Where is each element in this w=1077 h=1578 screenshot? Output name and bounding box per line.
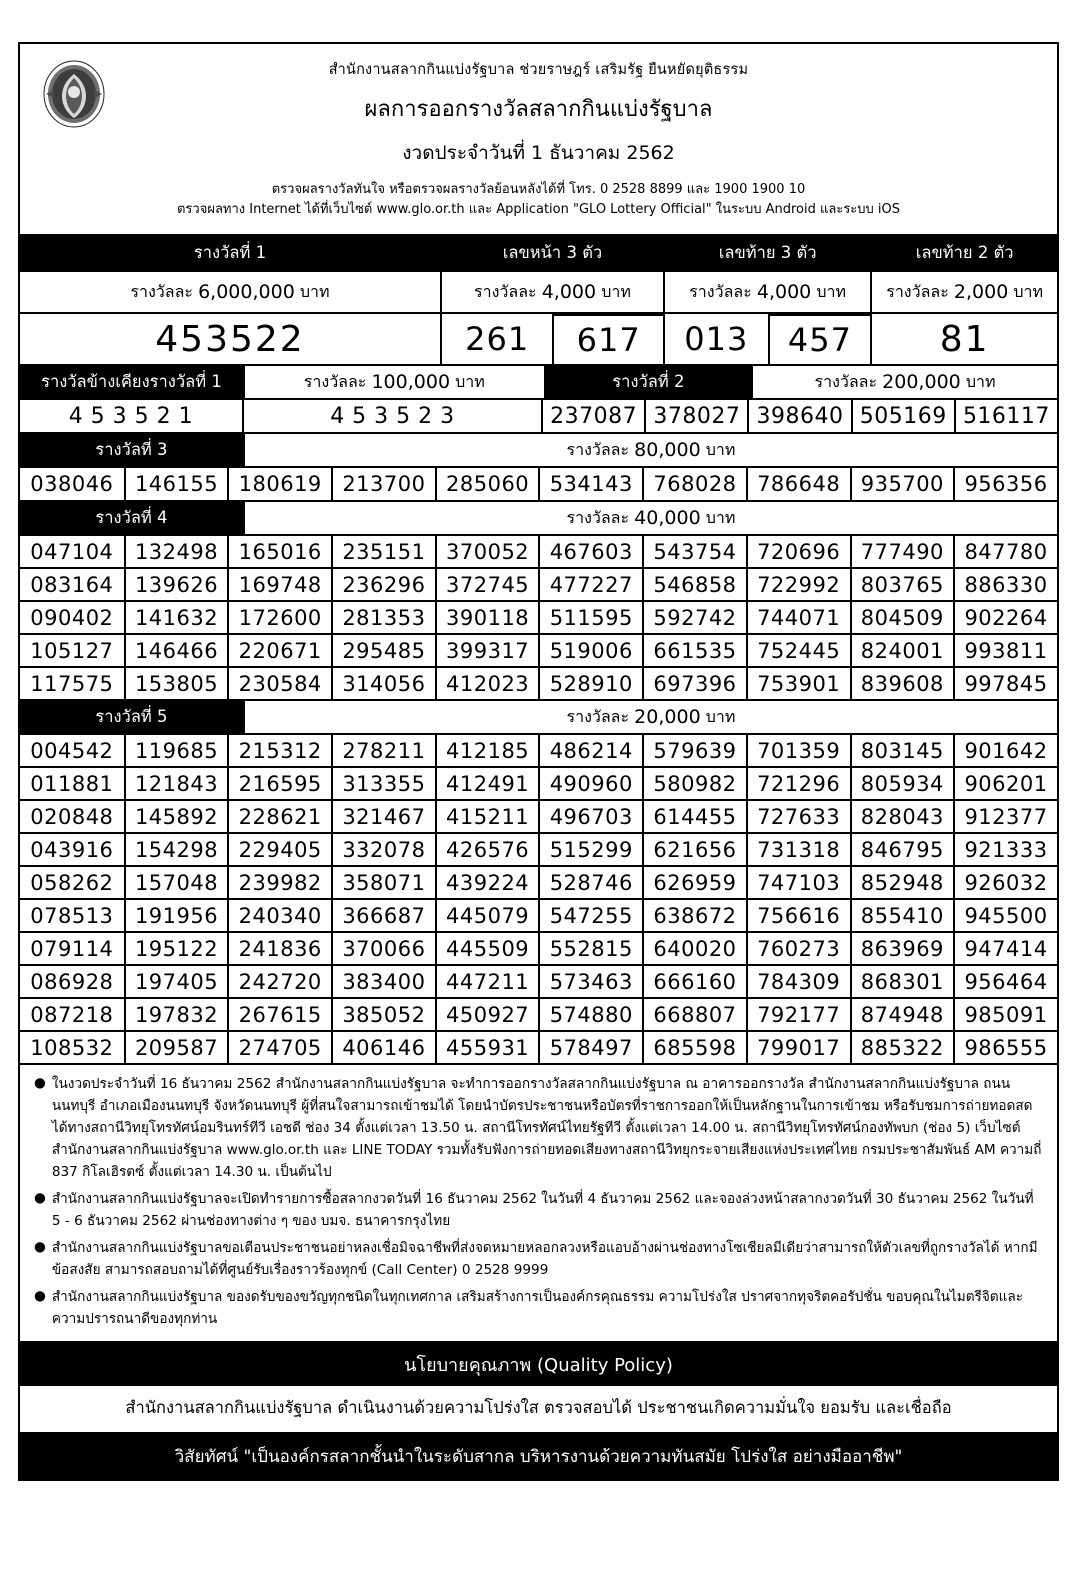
note-item (34, 1286, 1043, 1330)
fifth-prize-number: 455931 (435, 1030, 539, 1063)
fourth-prize-number: 083164 (20, 567, 124, 600)
note-text: สำนักงานสลากกินแบ่งรัฐบาลจะเปิดทำรายการซื้อสลากงวดวันที่ 16 ธันวาคม 2562 ในวันที่ 4 ธันวาคม 2562 และจองล่วงหน้าสลากงวดวันที่ 30 ธันวาคม 2562 ในวันที่ 5 - 6 ธันวาคม 2562 ผ่านช่องทางต่าง ๆ ของ บมจ. ธนาคารกรุงไทย (51, 1191, 1034, 1230)
table-row (20, 931, 1057, 964)
fifth-prize-number: 580982 (642, 766, 746, 799)
fourth-prize-number: 528910 (538, 666, 642, 699)
fifth-prize-number: 241836 (227, 931, 331, 964)
fifth-prize-number: 906201 (953, 766, 1057, 799)
fifth-prize-number: 956464 (953, 964, 1057, 997)
fourth-prize-number: 220671 (227, 633, 331, 666)
third-prize-label: รางวัลที่ 3 (20, 432, 243, 466)
fourth-prize-number: 281353 (331, 600, 435, 633)
garuda-emblem-icon (40, 58, 108, 130)
third-prize-header-row (20, 432, 1057, 466)
fourth-prize-amount (243, 500, 1057, 534)
table-row (20, 997, 1057, 1030)
fifth-prize-number: 721296 (746, 766, 850, 799)
note-text: ในงวดประจำวันที่ 16 ธันวาคม 2562 สำนักงานสลากกินแบ่งรัฐบาล จะทำการออกรางวัลสลากกินแบ่งรัฐบาล ณ อาคารออกรางวัล สำนักงานสลากกินแบ่งรัฐบาล ถนนนนทบุรี อำเภอเมืองนนทบุรี จังหวัดนนทบุรี ผู้ที่สนใจสามารถเข้าชมได้ โดยนำบัตรประชาชนหรือบัตรที่ราชการออกให้เป็นหลักฐานในการเข้าชม หรือรับชมการถ่ายทอดสดได้ทางสถานีวิทยุโทรทัศน์อมรินทร์ทีวี เอชดี ช่อง 34 ตั้งแต่เวลา 13.50 น. สถานีโทรทัศน์ไทยรัฐทีวี ตั้งแต่เวลา 14.00 น. สถานีวิทยุโทรทัศน์กองทัพบก (ช่อง 5) เว็บไซต์สำนักงานสลากกินแบ่งรัฐบาล www.glo.or.th และ LINE TODAY รวมทั้งรับฟังการถ่ายทอดเสียงทางสถานีวิทยุกระจายเสียงแห่งประเทศไทย กรมประชาสัมพันธ์ AM ความถี่ 837 กิโลเฮิรตซ์ ตั้งแต่เวลา 14.30 น. เป็นต้นไป (51, 1076, 1042, 1181)
third-prize-number: 786648 (746, 466, 850, 500)
third-prize-amount (243, 432, 1057, 466)
fifth-prize-number: 145892 (124, 799, 228, 832)
fourth-prize-number: 824001 (850, 633, 954, 666)
fifth-prize-number: 863969 (850, 931, 954, 964)
table-row (20, 898, 1057, 931)
amount-unit: บาท (601, 281, 631, 301)
third-prize-number: 146155 (124, 466, 228, 500)
fifth-prize-number: 240340 (227, 898, 331, 931)
fourth-prize-number: 146466 (124, 633, 228, 666)
fifth-prize-number: 239982 (227, 865, 331, 898)
amount-value: 20,000 (634, 706, 701, 729)
fifth-prize-number: 278211 (331, 733, 435, 766)
fifth-prize-number: 274705 (227, 1030, 331, 1063)
band1-number-row (20, 312, 1057, 364)
fourth-prize-number: 370052 (435, 534, 539, 567)
fifth-prize-number: 004542 (20, 733, 124, 766)
back2-label: เลขท้าย 2 ตัว (870, 234, 1057, 270)
first-prize-amount (20, 270, 440, 312)
draw-date: งวดประจำวันที่ 1 ธันวาคม 2562 (402, 142, 675, 164)
amount-unit: บาท (1013, 281, 1044, 301)
table-row (20, 766, 1057, 799)
front3-amount (440, 270, 663, 312)
amount-unit: บาท (705, 706, 736, 726)
fifth-prize-number: 020848 (20, 799, 124, 832)
amount-value: 4,000 (541, 281, 597, 304)
fourth-prize-number: 519006 (538, 633, 642, 666)
first-prize-number: 453522 (20, 312, 440, 364)
fourth-prize-number: 997845 (953, 666, 1057, 699)
fourth-prize-number: 172600 (227, 600, 331, 633)
fourth-prize-number: 169748 (227, 567, 331, 600)
fifth-prize-number: 621656 (642, 832, 746, 865)
third-prize-number: 213700 (331, 466, 435, 500)
fifth-prize-number: 321467 (331, 799, 435, 832)
third-prize-number: 534143 (538, 466, 642, 500)
fifth-prize-number: 426576 (435, 832, 539, 865)
back2-number: 81 (870, 312, 1057, 364)
fifth-prize-number: 108532 (20, 1030, 124, 1063)
fourth-prize-number: 236296 (331, 567, 435, 600)
fourth-prize-number: 139626 (124, 567, 228, 600)
amount-unit: บาท (705, 439, 736, 459)
fourth-prize-number: 752445 (746, 633, 850, 666)
fifth-prize-number: 209587 (124, 1030, 228, 1063)
front3-number: 617 (552, 314, 662, 364)
fourth-prize-number: 744071 (746, 600, 850, 633)
amount-value: 6,000,000 (198, 281, 295, 304)
table-row (20, 799, 1057, 832)
fifth-prize-number: 332078 (331, 832, 435, 865)
fifth-prize-number: 383400 (331, 964, 435, 997)
table-row (20, 534, 1057, 567)
fourth-prize-number: 804509 (850, 600, 954, 633)
fifth-prize-number: 528746 (538, 865, 642, 898)
band2-number-row (20, 398, 1057, 432)
table-row (20, 964, 1057, 997)
fifth-prize-number: 784309 (746, 964, 850, 997)
fifth-prize-number: 668807 (642, 997, 746, 1030)
fourth-prize-number: 047104 (20, 534, 124, 567)
fifth-prize-number: 614455 (642, 799, 746, 832)
contact-info (20, 180, 1057, 228)
fourth-prize-number: 477227 (538, 567, 642, 600)
fourth-prize-header-row (20, 500, 1057, 534)
table-row (20, 733, 1057, 766)
fifth-prize-number: 760273 (746, 931, 850, 964)
fourth-prize-number: 839608 (850, 666, 954, 699)
fourth-prize-number: 165016 (227, 534, 331, 567)
fifth-prize-number: 195122 (124, 931, 228, 964)
back3-number: 457 (768, 314, 871, 364)
amount-prefix: รางวัลละ (689, 281, 752, 301)
fifth-prize-number: 490960 (538, 766, 642, 799)
amount-prefix: รางวัลละ (814, 371, 878, 391)
fourth-prize-number: 511595 (538, 600, 642, 633)
fifth-prize-number: 087218 (20, 997, 124, 1030)
fourth-prize-number: 886330 (953, 567, 1057, 600)
fifth-prize-number: 086928 (20, 964, 124, 997)
amount-value: 80,000 (634, 439, 701, 462)
third-prize-number: 180619 (227, 466, 331, 500)
bullet-icon: ● (34, 1075, 46, 1092)
near-first-prize-amount (243, 364, 544, 398)
second-prize-number: 516117 (954, 398, 1057, 432)
fifth-prize-number: 547255 (538, 898, 642, 931)
amount-unit: บาท (965, 371, 996, 391)
second-prize-number: 505169 (851, 398, 954, 432)
band2-header-row (20, 364, 1057, 398)
note-item (34, 1237, 1043, 1281)
announcement-notes (20, 1063, 1057, 1341)
fifth-prize-number: 945500 (953, 898, 1057, 931)
second-prize-number: 378027 (644, 398, 747, 432)
quality-policy-title: นโยบายคุณภาพ (Quality Policy) (20, 1341, 1057, 1386)
fifth-prize-number: 406146 (331, 1030, 435, 1063)
fourth-prize-number: 722992 (746, 567, 850, 600)
fourth-prize-number: 697396 (642, 666, 746, 699)
fifth-prize-number: 229405 (227, 832, 331, 865)
vision-statement: วิสัยทัศน์ "เป็นองค์กรสลากชั้นนำในระดับสากล บริหารงานด้วยความทันสมัย โปร่งใส อย่างมืออาชีพ" (20, 1432, 1057, 1479)
fourth-prize-number: 090402 (20, 600, 124, 633)
fifth-prize-number: 496703 (538, 799, 642, 832)
fifth-prize-number: 626959 (642, 865, 746, 898)
fourth-prize-number: 777490 (850, 534, 954, 567)
fifth-prize-number: 121843 (124, 766, 228, 799)
fourth-prize-number: 803765 (850, 567, 954, 600)
amount-unit: บาท (705, 507, 736, 527)
fourth-prize-number: 390118 (435, 600, 539, 633)
fifth-prize-number: 078513 (20, 898, 124, 931)
fifth-prize-number: 685598 (642, 1030, 746, 1063)
amount-unit: บาท (455, 371, 485, 391)
fifth-prize-number: 852948 (850, 865, 954, 898)
front3-number: 261 (465, 320, 530, 359)
fourth-prize-number: 230584 (227, 666, 331, 699)
fifth-prize-number: 197405 (124, 964, 228, 997)
fifth-prize-number: 805934 (850, 766, 954, 799)
amount-value: 200,000 (882, 371, 961, 394)
band1-amount-row (20, 270, 1057, 312)
fifth-prize-number: 215312 (227, 733, 331, 766)
fourth-prize-number: 314056 (331, 666, 435, 699)
back2-amount (870, 270, 1057, 312)
amount-value: 100,000 (371, 371, 451, 394)
fifth-prize-grid (20, 733, 1057, 1063)
fifth-prize-number: 197832 (124, 997, 228, 1030)
fifth-prize-number: 366687 (331, 898, 435, 931)
fourth-prize-number: 661535 (642, 633, 746, 666)
fourth-prize-number: 592742 (642, 600, 746, 633)
fifth-prize-number: 947414 (953, 931, 1057, 964)
fourth-prize-number: 467603 (538, 534, 642, 567)
amount-unit: บาท (816, 281, 847, 301)
second-prize-amount (751, 364, 1057, 398)
fifth-prize-number: 216595 (227, 766, 331, 799)
fifth-prize-number: 385052 (331, 997, 435, 1030)
lottery-result-sheet (18, 42, 1059, 1481)
fifth-prize-number: 412491 (435, 766, 539, 799)
fourth-prize-number: 993811 (953, 633, 1057, 666)
fifth-prize-number: 756616 (746, 898, 850, 931)
note-text: สำนักงานสลากกินแบ่งรัฐบาล ของดรับของขวัญทุกชนิดในทุกเทศกาล เสริมสร้างการเป็นองค์กรคุณธรรม ความโปร่งใส ปราศจากทุจริตคอรัปชั่น ขอบคุณในไมตรีจิตและความปรารถนาดีของทุกท่าน (51, 1289, 1024, 1328)
fourth-prize-grid (20, 534, 1057, 699)
fifth-prize-number: 412185 (435, 733, 539, 766)
fifth-prize-number: 901642 (953, 733, 1057, 766)
amount-prefix: รางวัลละ (303, 371, 367, 391)
quality-policy-text: สำนักงานสลากกินแบ่งรัฐบาล ดำเนินงานด้วยความโปร่งใส ตรวจสอบได้ ประชาชนเกิดความมั่นใจ ยอมรับ และเชื่อถือ (125, 1398, 952, 1418)
second-prize-number: 237087 (541, 398, 644, 432)
table-row (20, 633, 1057, 666)
second-prize-number: 398640 (747, 398, 850, 432)
back3-label: เลขท้าย 3 ตัว (663, 234, 870, 270)
fourth-prize-number: 235151 (331, 534, 435, 567)
fifth-prize-number: 828043 (850, 799, 954, 832)
table-row (20, 1030, 1057, 1063)
front3-label: เลขหน้า 3 ตัว (440, 234, 663, 270)
fifth-prize-number: 058262 (20, 865, 124, 898)
third-prize-number: 935700 (850, 466, 954, 500)
fifth-prize-number: 313355 (331, 766, 435, 799)
fifth-prize-number: 727633 (746, 799, 850, 832)
third-prize-number-row (20, 466, 1057, 500)
near-first-prize-label: รางวัลข้างเคียงรางวัลที่ 1 (20, 364, 243, 398)
fifth-prize-number: 912377 (953, 799, 1057, 832)
table-row (20, 600, 1057, 633)
note-text: สำนักงานสลากกินแบ่งรัฐบาลขอเตือนประชาชนอย่าหลงเชื่อมิจฉาชีพที่ส่งจดหมายหลอกลวงหรือแอบอ้างผ่านช่องทางโซเชียลมีเดียว่าสามารถให้ตัวเลขที่ถูกรางวัลได้ หากมีข้อสงสัย สามารถสอบถามได้ที่ศูนย์รับเรื่องราวร้องทุกข์ (Call Center) 0 2528 9999 (51, 1240, 1038, 1279)
fourth-prize-number: 295485 (331, 633, 435, 666)
note-item (34, 1188, 1043, 1232)
contact-internet-line: ตรวจผลทาง Internet ได้ที่เว็บไซต์ www.glo.or.th และ Application "GLO Lottery Official" ในระบบ Android และระบบ iOS (176, 202, 901, 218)
amount-value: 2,000 (953, 281, 1009, 304)
fifth-prize-number: 640020 (642, 931, 746, 964)
fifth-prize-number: 885322 (850, 1030, 954, 1063)
fifth-prize-number: 439224 (435, 865, 539, 898)
fifth-prize-number: 358071 (331, 865, 435, 898)
third-prize-number: 768028 (642, 466, 746, 500)
fourth-prize-number: 902264 (953, 600, 1057, 633)
fourth-prize-number: 153805 (124, 666, 228, 699)
band1-header-row (20, 234, 1057, 270)
amount-prefix: รางวัลละ (566, 706, 630, 726)
fifth-prize-number: 747103 (746, 865, 850, 898)
near-first-prize-number: 4 5 3 5 2 3 (242, 398, 541, 432)
fifth-prize-number: 579639 (642, 733, 746, 766)
document-header (20, 44, 1057, 234)
fifth-prize-number: 855410 (850, 898, 954, 931)
fifth-prize-number: 799017 (746, 1030, 850, 1063)
fifth-prize-number: 846795 (850, 832, 954, 865)
page-title: ผลการออกรางวัลสลากกินแบ่งรัฐบาล (364, 97, 713, 122)
fourth-prize-number: 132498 (124, 534, 228, 567)
fourth-prize-number: 847780 (953, 534, 1057, 567)
fifth-prize-number: 552815 (538, 931, 642, 964)
fifth-prize-number: 370066 (331, 931, 435, 964)
agency-slogan: สำนักงานสลากกินแบ่งรัฐบาล ช่วยราษฎร์ เสริมรัฐ ยืนหยัดยุติธรรม (328, 62, 749, 78)
fourth-prize-number: 141632 (124, 600, 228, 633)
amount-value: 40,000 (634, 507, 701, 530)
fifth-prize-number: 921333 (953, 832, 1057, 865)
third-prize-number: 285060 (435, 466, 539, 500)
fifth-prize-number: 574880 (538, 997, 642, 1030)
fifth-prize-number: 079114 (20, 931, 124, 964)
table-row (20, 666, 1057, 699)
fifth-prize-number: 415211 (435, 799, 539, 832)
fourth-prize-number: 412023 (435, 666, 539, 699)
fifth-prize-number: 228621 (227, 799, 331, 832)
back3-amount (663, 270, 870, 312)
fifth-prize-number: 242720 (227, 964, 331, 997)
fifth-prize-label: รางวัลที่ 5 (20, 699, 243, 733)
fourth-prize-label: รางวัลที่ 4 (20, 500, 243, 534)
contact-phone-line: ตรวจผลรางวัลทันใจ หรือตรวจผลรางวัลย้อนหลังได้ที่ โทร. 0 2528 8899 และ 1900 1900 10 (271, 182, 806, 197)
third-prize-number: 956356 (953, 466, 1057, 500)
fifth-prize-number: 926032 (953, 865, 1057, 898)
fourth-prize-number: 543754 (642, 534, 746, 567)
bullet-icon: ● (34, 1190, 46, 1207)
fifth-prize-number: 267615 (227, 997, 331, 1030)
fourth-prize-number: 753901 (746, 666, 850, 699)
first-prize-label: รางวัลที่ 1 (20, 234, 440, 270)
bullet-icon: ● (34, 1288, 46, 1305)
fifth-prize-number: 868301 (850, 964, 954, 997)
fifth-prize-number: 573463 (538, 964, 642, 997)
fifth-prize-number: 445079 (435, 898, 539, 931)
fifth-prize-number: 043916 (20, 832, 124, 865)
fifth-prize-number: 157048 (124, 865, 228, 898)
bullet-icon: ● (34, 1239, 46, 1256)
amount-prefix: รางวัลละ (886, 281, 949, 301)
near-first-prize-number: 4 5 3 5 2 1 (20, 398, 242, 432)
fifth-prize-header-row (20, 699, 1057, 733)
table-row (20, 567, 1057, 600)
fifth-prize-number: 154298 (124, 832, 228, 865)
fourth-prize-number: 372745 (435, 567, 539, 600)
fifth-prize-number: 515299 (538, 832, 642, 865)
fifth-prize-number: 701359 (746, 733, 850, 766)
fifth-prize-number: 011881 (20, 766, 124, 799)
fifth-prize-amount (243, 699, 1057, 733)
fourth-prize-number: 399317 (435, 633, 539, 666)
fifth-prize-number: 986555 (953, 1030, 1057, 1063)
back3-number: 013 (684, 320, 749, 359)
fourth-prize-number: 105127 (20, 633, 124, 666)
fifth-prize-number: 792177 (746, 997, 850, 1030)
fifth-prize-number: 985091 (953, 997, 1057, 1030)
fifth-prize-number: 486214 (538, 733, 642, 766)
second-prize-label: รางวัลที่ 2 (544, 364, 751, 398)
fourth-prize-number: 546858 (642, 567, 746, 600)
note-item (34, 1073, 1043, 1183)
fifth-prize-number: 578497 (538, 1030, 642, 1063)
fifth-prize-number: 803145 (850, 733, 954, 766)
fourth-prize-number: 720696 (746, 534, 850, 567)
fifth-prize-number: 874948 (850, 997, 954, 1030)
fourth-prize-number: 117575 (20, 666, 124, 699)
fifth-prize-number: 731318 (746, 832, 850, 865)
third-prize-number: 038046 (20, 466, 124, 500)
table-row (20, 832, 1057, 865)
fifth-prize-number: 450927 (435, 997, 539, 1030)
amount-prefix: รางวัลละ (474, 281, 537, 301)
fifth-prize-number: 119685 (124, 733, 228, 766)
amount-prefix: รางวัลละ (566, 439, 630, 459)
fifth-prize-number: 638672 (642, 898, 746, 931)
amount-prefix: รางวัลละ (130, 281, 193, 301)
amount-value: 4,000 (756, 281, 812, 304)
fifth-prize-number: 666160 (642, 964, 746, 997)
amount-prefix: รางวัลละ (566, 507, 630, 527)
amount-unit: บาท (299, 281, 330, 301)
fifth-prize-number: 445509 (435, 931, 539, 964)
table-row (20, 865, 1057, 898)
fifth-prize-number: 447211 (435, 964, 539, 997)
fifth-prize-number: 191956 (124, 898, 228, 931)
